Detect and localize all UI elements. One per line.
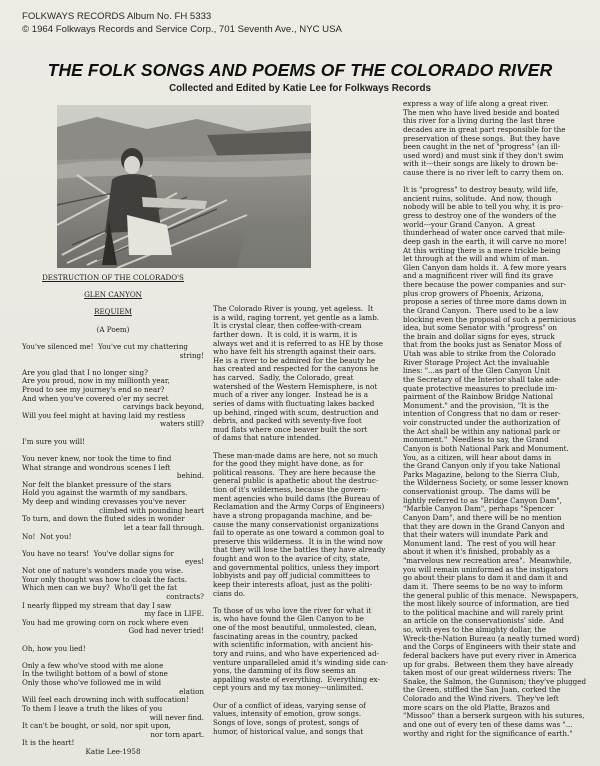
paragraph-line: nobody will be able to tell you why, it is pro- bbox=[403, 202, 563, 212]
poem-line: Will you feel might at having laid my restless bbox=[22, 410, 186, 420]
paragraph-line: He is a river to be admired for the beauty he bbox=[213, 355, 376, 365]
paragraph-line: mud flats where once beaver built the sort bbox=[213, 424, 368, 434]
poem-heading: REQUIEM bbox=[94, 307, 132, 317]
paragraph-line: quate protective measures to preclude im- bbox=[403, 383, 558, 393]
poem-line: Only those who've followed me in wild bbox=[22, 678, 162, 688]
poem-line: God had never tried! bbox=[128, 626, 204, 636]
paragraph-line: preserve this wilderness. It is in the wind now bbox=[213, 536, 383, 546]
paragraph-line: Canyon Dam", and there will be no mention bbox=[403, 512, 562, 522]
paragraph-line: Snake, the Salmon, the Gunnison; they've plugged bbox=[403, 676, 587, 686]
album-header bbox=[22, 11, 342, 36]
paragraph-line: general public is apathetic about the destruc- bbox=[213, 476, 379, 486]
paragraph-line: venture unparalleled amid it's winding side can- bbox=[213, 657, 388, 667]
poem-line: Your only thought was how to cloak the facts. bbox=[22, 574, 187, 584]
poem-line: Only a few who've stood with me alone bbox=[22, 660, 164, 670]
paragraph-line: political reasons. They are here because the bbox=[213, 467, 376, 477]
paragraph-line: Wreck-the-Nation Bureau (a neatly turned word) bbox=[403, 633, 580, 643]
paragraph-line: To those of us who love the river for what it bbox=[213, 605, 372, 615]
right-text-column bbox=[403, 99, 587, 738]
paragraph-line: of dams that nature intended. bbox=[213, 433, 322, 443]
paragraph-line: These man-made dams are here, not so much bbox=[213, 450, 378, 460]
paragraph-line: is a wild, raging torrent, yet gentle as a lamb. bbox=[213, 312, 380, 322]
paragraph-line: that they will lose the battles they have already bbox=[213, 545, 386, 555]
paragraph-line: federal backers have put every river in America bbox=[403, 650, 577, 660]
paragraph-line: and the Corps of Engineers with their state and bbox=[403, 642, 576, 652]
paragraph-line: always wet and it is referred to as HE by those bbox=[213, 338, 383, 348]
paragraph-line: have a strong propaganda machine, and be- bbox=[213, 510, 373, 520]
poem-line: eyes! bbox=[184, 557, 204, 567]
paragraph-line: ment agencies who build dams (the Bureau of bbox=[213, 493, 380, 503]
paragraph-line: values, intensity of emotion, grow songs. bbox=[213, 709, 362, 719]
poem-line: You never knew, nor took the time to find bbox=[22, 453, 172, 463]
poem-line: Oh, how you lied! bbox=[22, 643, 86, 653]
paragraph-line: intention of Congress that no dam or reser- bbox=[403, 409, 561, 419]
paragraph-line: Our of a conflict of ideas, varying sense of bbox=[213, 700, 366, 710]
paragraph-line: about it when it's finished, probably as a bbox=[403, 547, 551, 557]
paragraph-line: Monument." and the provision, "It is the bbox=[403, 400, 549, 410]
album-number: FOLKWAYS RECORDS Album No. FH 5333 bbox=[22, 11, 212, 22]
paragraph-line: fail to operate as one toward a common goal to bbox=[213, 528, 385, 538]
paragraph-line: Parks Magazine, belong to the Sierra Club, bbox=[403, 469, 560, 479]
poem-line: string! bbox=[179, 350, 204, 360]
paragraph-line: It is crystal clear, then coffee-with-cream bbox=[213, 321, 362, 331]
paragraph-line: an article on the conservationists' side. And bbox=[403, 616, 564, 626]
poem-line: Proud to see my journey's end so near? bbox=[22, 384, 165, 394]
paragraph-line: one of the most beautiful, unmolested, clean, bbox=[213, 623, 377, 633]
paragraph-line: blocking even the proposal of such a pernicious bbox=[403, 314, 576, 324]
paragraph-line: that from the books just as Senator Moss of bbox=[403, 340, 562, 350]
paragraph-line: been caught in the net of "progress" (an ill- bbox=[403, 142, 561, 152]
poem-line: Nor felt the blanket pressure of the stars bbox=[22, 479, 171, 489]
paragraph-line: preservation of these songs. But they have bbox=[403, 133, 560, 143]
paragraph-line: "Missoo" than a berserk surgeon with his sutures, bbox=[403, 711, 585, 721]
paragraph-line: Colorado and the Wind rivers. They've left bbox=[403, 694, 559, 704]
paragraph-line: Glen Canyon dam holds it. A few more years bbox=[403, 262, 567, 272]
paragraph-line: up behind, ringed with scum, destruction and bbox=[213, 407, 379, 417]
poem-line: My deep and winding crevasses you've never bbox=[22, 497, 186, 507]
paragraph-line: the most likely source of information, are tied bbox=[403, 599, 570, 609]
paragraph-line: has carved. Sadly, the Colorado, great bbox=[213, 373, 354, 382]
poem-line: You have no tears! You've dollar signs for bbox=[22, 548, 174, 558]
paragraph-line: for the good they might have done, as for bbox=[213, 459, 364, 469]
paragraph-line: cians do. bbox=[213, 588, 246, 598]
poem-line: I'm sure you will! bbox=[22, 436, 86, 446]
poem-line: behind. bbox=[176, 471, 204, 481]
poem-line: my face in LIFE. bbox=[144, 609, 204, 619]
paragraph-line: lines: "...as part of the Glen Canyon Unit bbox=[403, 366, 550, 376]
paragraph-line: pairment of the Rainbow Bridge National bbox=[403, 392, 554, 402]
paragraph-line: It is "progress" to destroy beauty, wild life, bbox=[403, 185, 558, 195]
paragraph-line: is, who have found the Glen Canyon to be bbox=[213, 614, 364, 624]
paragraph-line: world---your Grand Canyon. A great bbox=[403, 219, 536, 229]
paragraph-line: River Storage Project Act the invaluable bbox=[403, 357, 550, 367]
paragraph-line: there because the power companies and sur- bbox=[403, 280, 566, 290]
paragraph-line: lightly referred to as "Bridge Canyon Dam", bbox=[403, 495, 562, 505]
paragraph-line: conservationist group. The dams will be bbox=[403, 487, 551, 497]
paragraph-line: Canyon is both National Park and Monument. bbox=[403, 443, 569, 453]
poem-line: Which men can we buy? Who'll get the fat bbox=[22, 583, 177, 593]
poem-line: elation bbox=[179, 686, 204, 696]
paragraph-line: who have felt his strength against their oars. bbox=[213, 347, 377, 357]
paragraph-line: used word) and must sink if they don't swim bbox=[403, 150, 564, 160]
paragraph-line: plus crop growers of Phoenix, Arizona, bbox=[403, 288, 544, 298]
paragraph-line: tion of it's wilderness, because the govern- bbox=[213, 485, 369, 495]
poem-column bbox=[22, 274, 204, 757]
paragraph-line: go about their plans to dam it and dam it and bbox=[403, 573, 568, 583]
paragraph-line: the Grand Canyon. There used to be a law bbox=[403, 305, 559, 315]
paragraph-line: decades are in great part responsible for the bbox=[403, 124, 566, 134]
paragraph-line: gress to destroy one of the wonders of the bbox=[403, 211, 557, 221]
paragraph-line: keep their interests afloat, just as the politi- bbox=[213, 579, 373, 589]
poem-line: Are you proud, now in my millionth year, bbox=[22, 376, 170, 386]
photo-woman-on-riverbank bbox=[57, 105, 311, 268]
paragraph-line: idea, but some Senator with "progress" on bbox=[403, 323, 557, 333]
poem-line: Are you glad that I no longer sing? bbox=[22, 367, 148, 377]
poem-line: contracts? bbox=[166, 591, 204, 601]
paragraph-line: the Grand Canyon only if you take National bbox=[403, 461, 561, 471]
poem-line: nor torn apart. bbox=[150, 729, 204, 739]
paragraph-line: fought and won to the avarice of city, state, bbox=[213, 554, 371, 564]
paragraph-line: and a magnificent river will find its grave bbox=[403, 271, 554, 281]
paragraph-line: cept yours and my tax money---unlimited. bbox=[213, 683, 364, 693]
paragraph-line: thunderhead of water once carved that mile- bbox=[403, 228, 566, 238]
paragraph-line: that their waters will inundate Park and bbox=[403, 530, 549, 540]
paragraph-line: so, with eyes to the almighty dollar, the bbox=[403, 625, 546, 635]
poem-line: No! Not you! bbox=[22, 531, 72, 541]
paragraph-line: with it---their songs are likely to drown be- bbox=[403, 159, 559, 169]
paragraph-line: has created and respected for the canyons he bbox=[213, 364, 379, 374]
paragraph-line: You, as a citizen, will hear about dams in bbox=[403, 452, 552, 462]
paragraph-line: express a way of life along a great river. bbox=[403, 99, 549, 108]
poem-line: Not one of nature's wonders made you wise. bbox=[22, 566, 184, 575]
paragraph-line: Reclamation and the Army Corps of Engineers) bbox=[213, 502, 385, 512]
poem-line: carvings back beyond, bbox=[122, 402, 204, 412]
middle-text-column bbox=[213, 304, 388, 736]
poem-line: Hold you against the warmth of my sandbars. bbox=[22, 488, 188, 498]
poem-line: Will feel each drowning inch with suffocation! bbox=[22, 695, 189, 705]
poem-heading: DESTRUCTION OF THE COLORADO'S bbox=[42, 273, 184, 282]
paragraph-line: tory and ruins, and who have experienced ad- bbox=[213, 648, 379, 658]
poem-line: It is the heart! bbox=[22, 738, 75, 748]
poem-line: I nearly flipped my stream that day I saw bbox=[22, 600, 172, 610]
paragraph-line: Monument land. The rest of you will hear bbox=[403, 538, 556, 548]
paragraph-line: and governmental politics, unless they import bbox=[213, 562, 380, 572]
paragraph-line: dam it. There seems to be no way to inform bbox=[403, 581, 563, 591]
page-subtitle: Collected and Edited by Katie Lee for Folkways Records bbox=[169, 83, 431, 94]
paragraph-line: that they are down in the Grand Canyon and bbox=[403, 521, 565, 531]
paragraph-line: much of a river any longer. Instead he is a bbox=[213, 390, 369, 400]
poem-heading: GLEN CANYON bbox=[84, 290, 142, 300]
paragraph-line: ancient ruins, solitude. And now, though bbox=[403, 193, 552, 203]
paragraph-line: the brain and dollar signs for eyes, struck bbox=[403, 331, 555, 341]
paragraph-line: voir constructed under the authorization of bbox=[403, 418, 560, 428]
paragraph-line: series of dams with fluctuating lakes backed bbox=[213, 398, 375, 408]
poem-subheading: (A Poem) bbox=[96, 324, 130, 334]
poem-line: You had me growing corn on rock where even bbox=[22, 617, 189, 627]
paragraph-line: you will remain uninformed as the instigators bbox=[403, 564, 569, 574]
paragraph-line: monument." Needless to say, the Grand bbox=[403, 435, 549, 445]
paragraph-line: At this writing there is a mere trickle being bbox=[403, 245, 561, 255]
paragraph-line: with scientific information, with ancient his- bbox=[213, 640, 374, 650]
poem-line: waters still? bbox=[159, 419, 204, 429]
paragraph-line: deep gash in the earth, it will carve no more! bbox=[403, 236, 567, 246]
paragraph-line: cause the many conservationist organizations bbox=[213, 519, 379, 529]
copyright-line: © 1964 Folkways Records and Service Corp., 701 Seventh Ave., NYC USA bbox=[22, 23, 342, 35]
poem-line: And when you've covered o'er my secret bbox=[22, 393, 169, 403]
poem-line: will never find. bbox=[149, 712, 204, 722]
paragraph-line: let through at the will and whim of man. bbox=[403, 254, 550, 264]
paragraph-line: The Colorado River is young, yet ageless. It bbox=[213, 304, 374, 313]
paragraph-line: "marvelous new recreation area". Meanwhile, bbox=[403, 556, 572, 566]
page-title: THE FOLK SONGS AND POEMS OF THE COLORADO RIVER bbox=[47, 60, 553, 80]
paragraph-line: up for grabs. Between them they have already bbox=[403, 659, 574, 669]
paragraph-line: fascinating areas in the country, packed bbox=[213, 631, 358, 641]
paragraph-line: the Secretary of the Interior shall take ade- bbox=[403, 374, 561, 384]
paragraph-line: farther down. It is cold, it is warm, it is bbox=[213, 329, 358, 339]
paragraph-line: propose a series of three more dams down in bbox=[403, 297, 567, 307]
paragraph-line: watershed of the Western Hemisphere, is not bbox=[213, 381, 378, 391]
paragraph-line: more scars on the old Platte, Brazos and bbox=[403, 702, 550, 712]
paragraph-line: Utah was able to strike from the Colorado bbox=[403, 349, 556, 359]
poem-line: To turn, and down the fluted sides in wonder bbox=[22, 514, 185, 524]
paragraph-line: the Act shall be within any national park or bbox=[403, 426, 561, 436]
paragraph-line: cause there is no river left to carry them on. bbox=[403, 168, 564, 177]
paragraph-line: yons, the damming of its flow seems an bbox=[213, 666, 356, 676]
poem-line: climbed with pounding heart bbox=[99, 505, 204, 515]
paragraph-line: The men who have lived beside and boated bbox=[403, 107, 560, 117]
paragraph-line: the Wilderness Society, or some lesser known bbox=[403, 478, 569, 488]
paragraph-line: humor, of historical value, and songs that bbox=[213, 726, 364, 736]
poem-signature: Katie Lee-1958 bbox=[85, 747, 141, 757]
paragraph-line: and one out of every ten of these dams was "... bbox=[403, 719, 573, 729]
paragraph-line: to the political machine and will rarely print bbox=[403, 607, 564, 617]
paragraph-line: the Green, stiffled the San Juan, corked the bbox=[403, 685, 561, 695]
paragraph-line: worthy and right for the significance of earth." bbox=[403, 728, 573, 738]
paragraph-line: debris, and packed with seventy-five foot bbox=[213, 416, 362, 426]
poem-line: To them I leave a truth the likes of you bbox=[22, 703, 163, 713]
poem-line: You've silenced me! You've cut my chattering bbox=[22, 341, 188, 351]
paragraph-line: "Marble Canyon Dam", perhaps "Spencer bbox=[403, 504, 554, 514]
paragraph-line: this river for a living during the last three bbox=[403, 116, 555, 126]
poem-line: It can't be bought, or sold, nor spit upon, bbox=[22, 721, 171, 731]
paragraph-line: the general public of this menace. Newspapers, bbox=[403, 590, 579, 600]
paragraph-line: appalling waste of everything. Everything ex- bbox=[213, 674, 380, 684]
paragraph-line: Songs of love, songs of protest, songs of bbox=[213, 717, 359, 727]
paragraph-line: lobbyists and pay off judicial committees to bbox=[213, 571, 371, 581]
poem-line: In the twilight bottom of a bowl of stone bbox=[22, 669, 168, 679]
poem-line: What strange and wondrous scenes I left bbox=[22, 462, 171, 472]
poem-line: let a tear fall through. bbox=[123, 522, 204, 532]
paragraph-line: taken most of our great wilderness rivers: The bbox=[403, 668, 572, 678]
